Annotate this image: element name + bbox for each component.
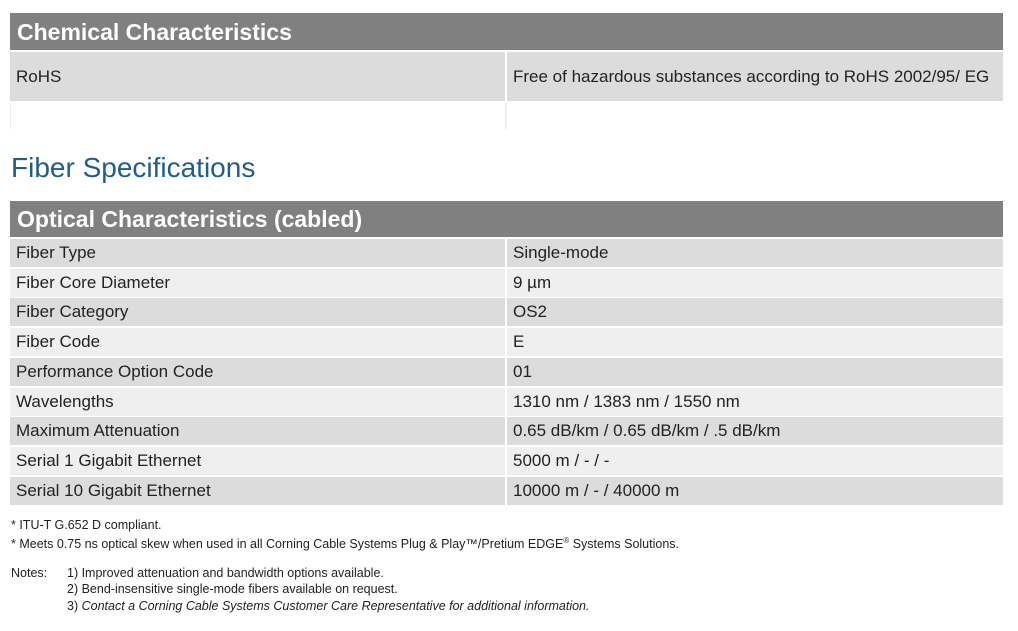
- empty-cell: [507, 103, 1003, 129]
- note-2: 2) Bend-insensitive single-mode fibers available on request.: [67, 582, 398, 596]
- row-label: Wavelengths: [10, 388, 507, 416]
- fiber-specifications-title: Fiber Specifications: [11, 152, 256, 183]
- row-value: 1310 nm / 1383 nm / 1550 nm: [507, 388, 1003, 416]
- table-row: [10, 388, 1003, 416]
- notes-label: Notes:: [11, 566, 48, 580]
- row-label: Serial 10 Gigabit Ethernet: [10, 477, 507, 505]
- row-label: RoHS: [10, 52, 507, 101]
- footnote-compliance: * ITU-T G.652 D compliant.: [11, 518, 162, 532]
- table-row: [10, 417, 1003, 445]
- row-label: Fiber Core Diameter: [10, 269, 507, 297]
- row-value: 10000 m / - / 40000 m: [507, 477, 1003, 505]
- chemical-characteristics-header: Chemical Characteristics: [10, 13, 1003, 50]
- row-label: Fiber Category: [10, 298, 507, 326]
- row-value: OS2: [507, 298, 1003, 326]
- table-row: [10, 328, 1003, 356]
- registered-mark: ®: [563, 536, 570, 545]
- table-row: [10, 298, 1003, 326]
- row-value: 9 µm: [507, 269, 1003, 297]
- row-value: 01: [507, 358, 1003, 386]
- row-value: 5000 m / - / -: [507, 447, 1003, 475]
- empty-cell: [10, 103, 507, 129]
- table-row: [10, 239, 1003, 267]
- row-value: 0.65 dB/km / 0.65 dB/km / .5 dB/km: [507, 417, 1003, 445]
- note-3-text: Contact a Corning Cable Systems Customer Care Representative for additional information.: [81, 599, 590, 613]
- table-row: [10, 447, 1003, 475]
- table-row: [10, 358, 1003, 386]
- table-row-rohs: [10, 52, 1003, 101]
- footnote-optical-skew: [11, 536, 679, 551]
- note-3: [67, 599, 589, 613]
- table-row-empty: [10, 103, 1003, 129]
- footnote-text-end: Systems Solutions.: [569, 537, 680, 552]
- row-label: Fiber Type: [10, 239, 507, 267]
- footnote-text: * Meets 0.75 ns optical skew when used in all Corning Cable Systems Plug & Play™/Pretium EDGE: [11, 537, 564, 552]
- row-value: Free of hazardous substances according to RoHS 2002/95/ EG: [507, 52, 1003, 101]
- note-3-number: 3): [67, 599, 82, 613]
- row-value: Single-mode: [507, 239, 1003, 267]
- optical-characteristics-header: Optical Characteristics (cabled): [10, 201, 1003, 237]
- row-label: Performance Option Code: [10, 358, 507, 386]
- row-label: Serial 1 Gigabit Ethernet: [10, 447, 507, 475]
- table-row: [10, 269, 1003, 297]
- row-value: E: [507, 328, 1003, 356]
- row-label: Fiber Code: [10, 328, 507, 356]
- row-label: Maximum Attenuation: [10, 417, 507, 445]
- table-row: [10, 477, 1003, 505]
- note-1: 1) Improved attenuation and bandwidth options available.: [67, 566, 384, 580]
